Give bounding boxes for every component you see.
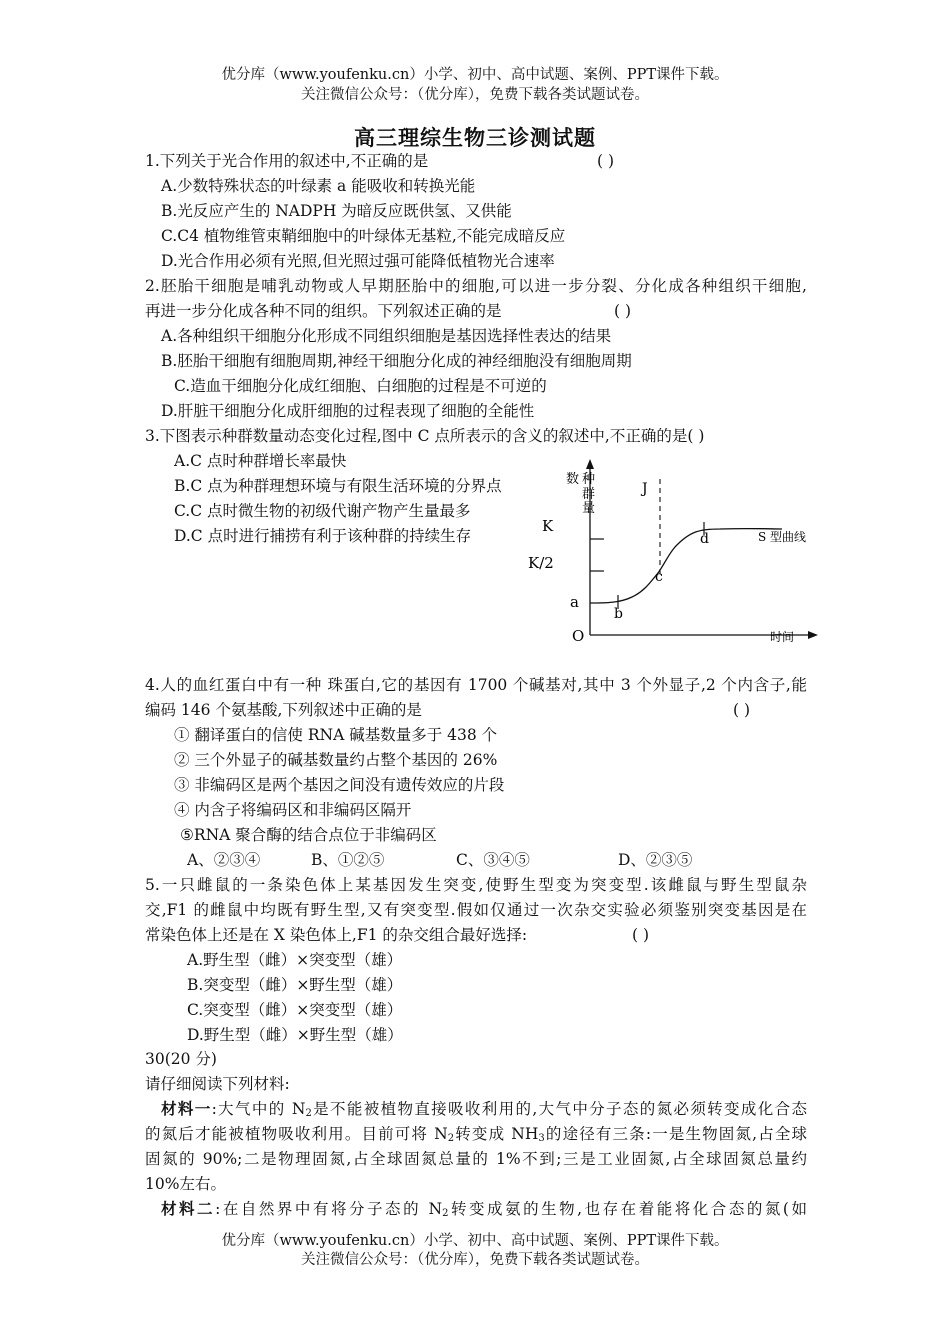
q3-option-a: A.C 点时种群增长率最快 [174,452,347,470]
material-2-text-1b: 转变成氨的生物,也存在着能将化合态的氮(如 [448,1200,807,1218]
q1-option-a: A.少数特殊状态的叶绿素 a 能吸收和转换光能 [161,177,476,195]
material-2-text-1a: :在自然界中有将分子态的 N [215,1200,443,1218]
q4-item-2: ② 三个外显子的碱基数量约占整个基因的 26% [174,751,498,769]
q3-option-b: B.C 点为种群理想环境与有限生活环境的分界点 [174,477,502,495]
q2-option-b: B.胚胎干细胞有细胞周期,神经干细胞分化成的神经细胞没有细胞周期 [161,352,632,370]
y-axis-label-1: 数 [566,472,580,487]
q1-stem: 1.下列关于光合作用的叙述中,不正确的是 [145,152,429,170]
q4-choice-d: D、②③⑤ [618,851,693,869]
q3-stem: 3.下图表示种群数量动态变化过程,图中 C 点所表示的含义的叙述中,不正确的是( ) [145,427,705,445]
q4-item-3: ③ 非编码区是两个基因之间没有遗传效应的片段 [174,776,505,794]
q3-option-d: D.C 点时进行捕捞有利于该种群的持续生存 [174,527,472,545]
material-1-text-2a: 的氮后才能被植物吸收利用。目前可将 N [145,1125,448,1143]
q5-stem-line-1: 5.一只雌鼠的一条染色体上某基因发生突变,使野生型变为突变型.该雌鼠与野生型鼠杂 [145,876,807,894]
half-k-label: K/2 [528,554,554,572]
subscript-2: 2 [305,1108,312,1119]
origin-label: O [572,627,585,645]
point-d-label: d [700,531,709,547]
q2-option-d: D.肝脏干细胞分化成肝细胞的过程表现了细胞的全能性 [161,402,535,420]
q5-answer-paren: ( ) [632,926,650,944]
q2-stem-line-2: 再进一步分化成各种不同的组织。下列叙述正确的是 [145,302,502,320]
material-1-line-4: 10%左右。 [145,1175,226,1193]
y-axis-label-2: 种 [582,472,596,487]
q5-stem-line-2: 交,F1 的雌鼠中均既有野生型,又有突变型.假如仅通过一次杂交实验必须鉴别突变基因是在 [145,901,807,919]
q2-option-c: C.造血干细胞分化成红细胞、白细胞的过程是不可逆的 [174,377,547,395]
population-s-curve-chart [520,455,830,655]
q1-answer-paren: ( ) [597,152,615,170]
point-c-label: c [655,569,663,585]
q5-option-d: D.野生型（雌）×野生型（雄） [187,1026,403,1044]
material-2-label: 材料二 [161,1199,216,1218]
q4-choice-c: C、③④⑤ [456,851,530,869]
q4-stem-line-1: 4.人的血红蛋白中有一种 珠蛋白,它的基因有 1700 个碱基对,其中 3 个外显子,2 个内含子,能 [145,676,807,694]
material-1-text-2c: 的途径有三条:一是生物固氮,占全球 [544,1125,807,1143]
q1-option-c: C.C4 植物维管束鞘细胞中的叶绿体无基粒,不能完成暗反应 [161,227,566,245]
material-1-text-2b: 转变成 NH [454,1125,539,1143]
header-line-1: 优分库（www.youfenku.cn）小学、初中、高中试题、案例、PPT课件下载。 [221,67,729,83]
q3-option-c: C.C 点时微生物的初级代谢产物产生量最多 [174,502,471,520]
q4-item-5: ⑤RNA 聚合酶的结合点位于非编码区 [180,826,437,844]
q4-choice-b: B、①②⑤ [311,851,385,869]
material-2-line-1 [161,1199,807,1219]
q2-stem-line-1: 2.胚胎干细胞是哺乳动物或人早期胚胎中的细胞,可以进一步分裂、分化成各种组织干细胞, [145,277,807,295]
q30-heading: 30(20 分) [145,1050,217,1068]
q2-option-a: A.各种组织干细胞分化形成不同组织细胞是基因选择性表达的结果 [161,327,612,345]
material-1-text-1a: :大气中的 N [211,1100,306,1118]
page-title: 高三理综生物三诊测试题 [354,125,596,150]
q4-choice-a: A、②③④ [187,851,261,869]
x-axis-arrow [808,631,818,639]
j-label: J [642,481,648,497]
material-1-line-2 [145,1124,807,1144]
x-axis-label: 时间 [770,630,795,644]
s-curve-label: S 型曲线 [758,530,807,544]
q30-intro: 请仔细阅读下列材料: [145,1075,290,1093]
s-curve-line [590,529,782,603]
material-1-label: 材料一 [161,1099,212,1118]
q4-item-1: ① 翻译蛋白的信使 RNA 碱基数量多于 438 个 [174,726,498,744]
q1-option-d: D.光合作用必须有光照,但光照过强可能降低植物光合速率 [161,252,555,270]
k-label: K [542,517,554,535]
y-axis-arrow [586,459,594,469]
q4-stem-line-2: 编码 146 个氨基酸,下列叙述中正确的是 [145,701,422,719]
subscript-2: 2 [447,1133,455,1144]
q1-option-b: B.光反应产生的 NADPH 为暗反应既供氢、又供能 [161,202,512,220]
q5-option-b: B.突变型（雌）×野生型（雄） [187,976,403,994]
material-1-line-1 [161,1099,807,1119]
point-b-label: b [614,606,623,622]
footer-line-2: 关注微信公众号：（优分库），免费下载各类试题试卷。 [301,1252,649,1268]
q5-option-c: C.突变型（雌）×突变型（雄） [187,1001,403,1019]
footer-line-1: 优分库（www.youfenku.cn）小学、初中、高中试题、案例、PPT课件下载。 [221,1233,729,1249]
q2-answer-paren: ( ) [614,302,632,320]
header-line-2: 关注微信公众号：（优分库），免费下载各类试题试卷。 [301,87,649,103]
material-1-text-1b: 是不能被植物直接吸收利用的,大气中分子态的氮必须转变成化合态 [311,1100,807,1118]
material-1-line-3: 固氮的 90%;二是物理固氮,占全球固氮总量的 1%不到;三是工业固氮,占全球固氮总量约 [145,1150,807,1168]
point-a-label: a [570,593,579,611]
subscript-2: 2 [442,1208,449,1219]
y-axis-label-4: 量 [582,501,596,516]
q5-option-a: A.野生型（雌）×突变型（雄） [187,951,403,969]
q4-answer-paren: ( ) [733,701,751,719]
q5-stem-line-3: 常染色体上还是在 X 染色体上,F1 的杂交组合最好选择: [145,926,528,944]
y-axis-label-3: 群 [582,487,596,502]
q4-item-4: ④ 内含子将编码区和非编码区隔开 [174,801,412,819]
subscript-3: 3 [538,1133,545,1144]
